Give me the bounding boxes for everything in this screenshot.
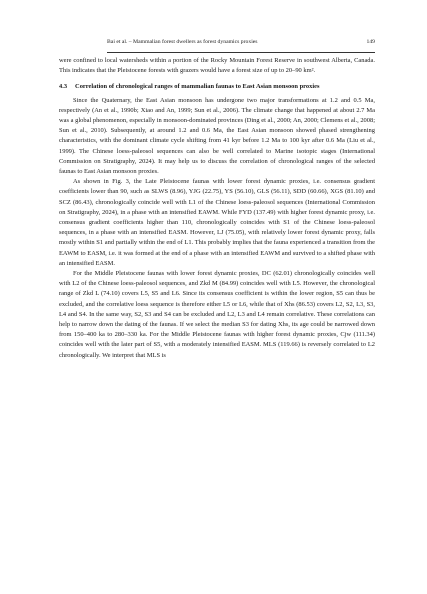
running-title: Bai et al. – Mammalian forest dwellers as forest dynamics proxies — [107, 39, 258, 45]
running-header — [107, 38, 375, 53]
paragraph-middle-pleistocene: For the Middle Pleistocene faunas with lower forest dynamic proxies, DC (62.01) chronologically coincides well with L2 of the Chinese loess-paleosol sequences, and Zkd M (84.99) coincides well with L5. However, the chronological range of Zkd L (74.10) covers L5, S5 and L6. Since its consensus coefficient is within the lower region, S5 can thus be excluded, and the correlative loess sequence is therefore either L5 or L6, while that of Xhs (86.53) covers L2, S2, L3, S3, L4 and S4. In the same way, S2, S3 and S4 can be excluded and L2, L3 and L4 remain correlative. These correlations can help to narrow down the dating of the faunas. If we select the median S3 for dating Xhs, its age could be narrowed down from 150–400 ka to 280–330 ka. For the Middle Pleistocene faunas with higher forest dynamic proxies, Cjw (111.34) coincides well with the later part of S5, with a moderately intensified EASM. MLS (119.66) is reversely correlated to L2 chronologically. We interpret that MLS is — [59, 270, 375, 359]
page-number: 149 — [366, 39, 375, 45]
section-heading — [59, 82, 375, 92]
paragraph-late-pleistocene: As shown in Fig. 3, the Late Pleistocene faunas with lower forest dynamic proxies, i.e. consensus gradient coefficients lower than 90, such as SLWS (8.96), YJG (22.75), YS (56.10), GLS (56.11), SDD (60.66), XGS (81.10) and SCZ (86.43), chronologically coincide well with L1 of the Chinese loess-paleosol sequences (International Commission on Stratigraphy, 2024), in a phase with an intensified EAWM. While FYD (137.49) with higher forest dynamic proxy, i.e. consensus gradient coefficients higher than 110, chronologically coincides with S1 of the Chinese loess-paleosol sequences, in a phase with an intensified EASM. However, LJ (75.05), with relatively lower forest dynamic proxy, falls mostly within S1 and partially within the end of L1. This probably implies that the fauna experienced a transition from the EAWM to EASM, i.e. it was formed at the end of a phase with an intensified EAWM and survived to a shifted phase with an intensified EASM. — [59, 178, 375, 267]
section-title: Correlation of chronological ranges of mammalian faunas to East Asian monsoon proxies — [75, 83, 320, 91]
section-number: 4.3 — [59, 83, 68, 91]
intro-paragraph: were confined to local watersheds within a portion of the Rocky Mountain Forest Reserve in southwest Alberta, Canada. This indicates that the Pleistocene forests with grazers would have a forest size of up to 20–90 km². — [59, 57, 375, 75]
body-text — [59, 56, 375, 361]
paragraph-monsoon: Since the Quaternary, the East Asian monsoon has undergone two major transformations at 1.2 and 0.5 Ma, respectively (An et al., 1990b; Xiao and An, 1999; Sun et al., 2006). The climate change that happened at about 2.7 Ma was a global phenomenon, especially in monsoon-dominated provinces (Ding et al., 2000; An, 2000; Clemens et al., 2008; Sun et al., 2010). Subsequently, at around 1.2 and 0.6 Ma, the East Asian monsoon showed phased strengthening characteristics, with the dominant climate cycle shifting from 41 kyr before 1.2 Ma to 100 kyr after 0.6 Ma (Liu et al., 1999). The Chinese loess-paleosol sequences can also be well correlated to Marine isotopic stages (International Commission on Stratigraphy, 2024). It may help us to discuss the correlation of chronological ranges of the selected faunas to East Asian monsoon proxies. — [59, 96, 375, 176]
